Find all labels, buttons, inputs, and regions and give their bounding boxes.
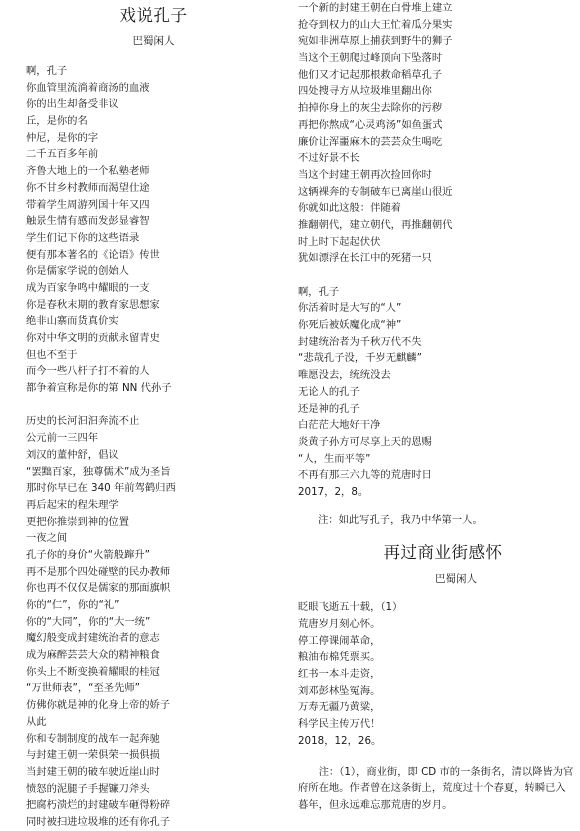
poem-line: 不再有那三六九等的荒唐时日 (298, 469, 432, 482)
poem-line: 魔幻般变成封建统治者的意志 (26, 632, 160, 645)
poem-stanza-3 (298, 0, 574, 267)
poem-line: 把腐朽溃烂的封建破车砸得粉碎 (26, 799, 171, 812)
poem-line: 眨眼飞逝五十载，（1） (298, 601, 403, 614)
right-column (298, 0, 574, 814)
poem-line: 啊，孔子 (26, 65, 68, 77)
poem-line: 你是春秋末期的教育家思想家 (26, 298, 160, 311)
poem-line: 历史的长河汩汩奔流不止 (26, 415, 140, 428)
poem-line: 你的“仁”，你的“礼” (26, 599, 120, 611)
poem-line: 再后起宋的程朱理学 (26, 498, 119, 511)
poem-line: 红书一本斗走资， (298, 668, 381, 681)
poem-line: 啊，孔子 (298, 285, 340, 298)
poem-line: 当封建王朝的破车驶近崖山时 (26, 765, 160, 778)
poem-line: 无论人的孔子 (298, 385, 360, 398)
poem-line: 仿佛你就是神的化身上帝的娇子 (26, 699, 171, 712)
poem-line: 愤怒的泥腿子手握镰刀斧头 (26, 782, 150, 795)
poem-line: 廉价让浑噩麻木的芸芸众生喝吃 (298, 135, 443, 148)
poem-line: 当这个王朝爬过峰顶向下坠落时 (298, 52, 443, 65)
poem-line: 2017，2，8。 (298, 485, 369, 498)
poem-line: 2018，12，26。 (298, 734, 382, 747)
poem-line: 同时被扫进垃圾堆的还有你孔子 (26, 815, 171, 828)
poem-line: 孔子你的身价“火箭般蹿升” (26, 548, 150, 561)
poem-line: 二千五百多年前 (26, 148, 99, 161)
poem-line: 不过好景不长 (298, 152, 360, 165)
poem-line: 从此 (26, 715, 47, 728)
poem-line: 再把你熬成“心灵鸡汤”如鱼蛋式 (298, 118, 443, 131)
poem-line: 再不是那个四处碰壁的民办教师 (26, 565, 171, 578)
poem-line: 丘，是你的名 (26, 115, 88, 128)
poem-line: 科学民主传万代！ (298, 718, 381, 731)
poem-line: 便有那本著名的《论语》传世 (26, 248, 160, 261)
poem-line: 而今一些八杆子打不着的人 (26, 365, 150, 378)
poem-line: 粮油布棉凭票买。 (298, 651, 381, 664)
poem-line: “悲哉孔子没，千岁无麒麟” (298, 352, 422, 365)
poem-line: 这辆裸奔的专制破车已离崖山很近 (298, 185, 453, 198)
poem-line: 唯愿没去，统统没去 (298, 369, 391, 382)
poem-line: 荒唐岁月刻心怀。 (298, 618, 381, 630)
poem-line: 更把你推崇到神的位置 (26, 515, 129, 528)
poem-author: 巴蜀闲人 (132, 35, 175, 47)
poem-line: 拍掉你身上的灰尘去除你的污秽 (298, 102, 443, 115)
poem-line: 触景生情有感而发彭显睿智 (26, 215, 150, 228)
poem-line: 白茫茫大地好干净 (298, 419, 381, 432)
poem-line: 一个新的封建王朝在白骨堆上建立 (298, 2, 453, 14)
poem-stanza-1 (26, 63, 281, 397)
poem-line: 齐鲁大地上的一个私塾老师 (26, 165, 150, 178)
poem-line: 你是儒家学说的创始人 (26, 265, 129, 278)
poem-line: 你活着时是大写的“人” (298, 302, 402, 315)
poem-line: 刘邓彭林坠冤海。 (298, 684, 381, 697)
poem-title: 再过商业街感怀 (383, 543, 503, 563)
poem-line: 你的出生却备受非议 (26, 98, 119, 111)
poem-2-lines (298, 599, 574, 749)
poem-line: 你死后被妖魔化成“神” (298, 319, 402, 332)
poem-line: 学生们记下你的这些语录 (26, 231, 140, 244)
poem-author: 巴蜀闲人 (435, 573, 477, 586)
poem-line: 成为麻醉芸芸大众的精神粮食 (26, 649, 160, 662)
poem-2-note: 注：（1），商业街，即 CD 市的一条街名，清以降皆为官府所在地。作者曾在这条街上，荒度过十个春夏，转瞬已入暮年，但永远难忘那荒唐的岁月。 (298, 765, 574, 811)
poem-line: 与封建王朝一荣俱荣一损俱损 (26, 749, 160, 762)
left-column (26, 0, 281, 831)
poem-line: 你不甘乡村教师而渴望仕途 (26, 181, 150, 194)
poem-line: 你的“大同”，你的“大一统” (26, 615, 151, 628)
poem-line: 犹如漂浮在长江中的死猪一只 (298, 252, 432, 265)
poem-line: 但也不至于 (26, 348, 78, 361)
poem-line: 抢夺到权力的山大王忙着瓜分果实 (298, 18, 453, 31)
poem-line: 封建统治者为千秋万代不失 (298, 335, 422, 348)
poem-line: 时上时下起起伏伏 (298, 235, 381, 248)
poem-line: 成为百家争鸣中耀眼的一支 (26, 281, 150, 294)
poem-line: 你对中华文明的贡献永留青史 (26, 332, 160, 344)
poem-line: 停工停课闹革命， (298, 634, 381, 647)
poem-line: 带着学生周游列国十年又四 (26, 198, 150, 211)
stanza-gap (26, 397, 281, 414)
stanza-gap (298, 267, 574, 284)
poem-line: 仲尼，是你的字 (26, 131, 99, 144)
poem-line: 一夜之间 (26, 532, 68, 545)
poem-stanza-2 (26, 413, 281, 830)
poem-line: 你和专制制度的战车一起奔驰 (26, 732, 160, 745)
poem-line: 公元前一三四年 (26, 432, 99, 445)
poem-line: “人，生而平等” (298, 452, 371, 465)
poem-line: 你也再不仅仅是儒家的那面旗帜 (26, 582, 171, 595)
poem-line: 四处搜寻方从垃圾堆里翻出你 (298, 85, 432, 98)
poem-line: 炎黄子孙方可尽享上天的恩赐 (298, 435, 432, 448)
poem-line: 你血管里流淌着商汤的血液 (26, 81, 150, 94)
poem-line: 你就如此这般：伴随着 (298, 202, 401, 215)
poem-line: 都争着宣称是你的第 NN 代孙子 (26, 382, 172, 395)
poem-line: 万寿无疆乃黄粱， (298, 701, 381, 714)
poem-line: 你头上不断变换着耀眼的桂冠 (26, 665, 160, 678)
poem-line: 绝非山寨而货真价实 (26, 315, 119, 328)
poem-line: 那时你早已在 340 年前驾鹤归西 (26, 482, 176, 495)
poem-line: 刘汉的董仲舒，倡议 (26, 448, 119, 461)
poem-stanza-4 (298, 284, 574, 501)
poem-line: 宛如非洲草原上捕获到野牛的狮子 (298, 35, 453, 48)
poem-note: 注：如此写孔子，我乃中华第一人。 (318, 513, 483, 526)
poem-line: 还是神的孔子 (298, 402, 360, 415)
poem-line: “万世师表”，“至圣先师” (26, 682, 141, 695)
poem-line: “罢黜百家，独尊儒术”成为圣旨 (26, 465, 171, 478)
poem-title: 戏说孔子 (119, 6, 188, 25)
poem-line: 他们又才记起那根救命稻草孔子 (298, 68, 443, 81)
poem-line: 当这个封建王朝再次捡回你时 (298, 168, 432, 181)
poem-line: 推翻朝代，建立朝代，再推翻朝代 (298, 218, 453, 231)
